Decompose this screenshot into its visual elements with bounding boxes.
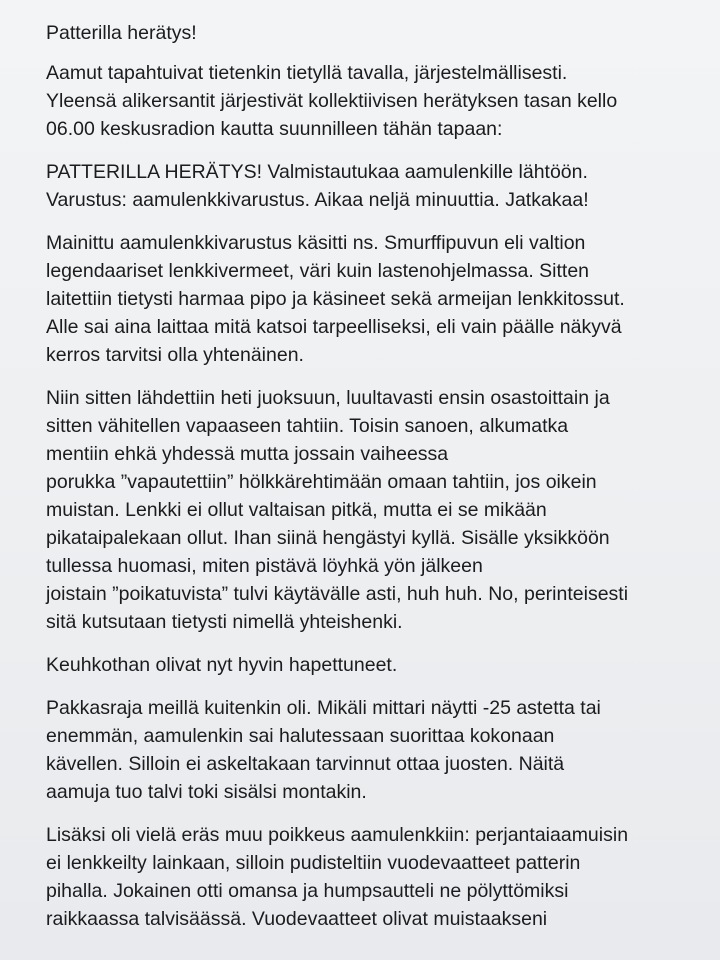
text-line: Pakkasraja meillä kuitenkin oli. Mikäli mittari näytti -25 astetta tai: [46, 697, 601, 719]
text-line: ei lenkkeilty lainkaan, silloin pudisteltiin vuodevaatteet patterin: [46, 852, 581, 874]
paragraph-4: [46, 384, 686, 636]
paragraph-1: [46, 59, 686, 143]
text-line: Mainittu aamulenkkivarustus käsitti ns. Smurffipuvun eli valtion: [46, 232, 586, 254]
paragraph-5: [46, 651, 686, 679]
text-line: muistan. Lenkki ei ollut valtaisan pitkä, mutta ei se mikään: [46, 499, 547, 521]
text-line: Niin sitten lähdettiin heti juoksuun, luultavasti ensin osastoittain ja: [46, 387, 610, 409]
paragraph-7: [46, 821, 686, 933]
document-title: Patterilla herätys!: [46, 22, 197, 44]
text-line: PATTERILLA HERÄTYS! Valmistautukaa aamulenkille lähtöön.: [46, 161, 588, 183]
text-line: kävellen. Silloin ei askeltakaan tarvinnut ottaa juosten. Näitä: [46, 753, 565, 775]
text-line: 06.00 keskusradion kautta suunnilleen tähän tapaan:: [46, 118, 503, 140]
text-line: tullessa huomasi, miten pistävä löyhkä yön jälkeen: [46, 555, 483, 577]
text-line: enemmän, aamulenkin sai halutessaan suorittaa kokonaan: [46, 725, 555, 747]
text-line: aamuja tuo talvi toki sisälsi montakin.: [46, 781, 367, 803]
text-line: sitten vähitellen vapaaseen tahtiin. Toisin sanoen, alkumatka: [46, 415, 569, 437]
text-line: Yleensä alikersantit järjestivät kollektiivisen herätyksen tasan kello: [46, 90, 618, 112]
text-line: joistain ”poikatuvista” tulvi käytävälle asti, huh huh. No, perinteisesti: [46, 583, 629, 605]
text-line: legendaariset lenkkivermeet, väri kuin lastenohjelmassa. Sitten: [46, 260, 590, 282]
paragraph-2: [46, 158, 686, 214]
text-line: raikkaassa talvisäässä. Vuodevaatteet olivat muistaakseni: [46, 908, 548, 930]
text-line: pikataipalekaan ollut. Ihan siinä hengästyi kyllä. Sisälle yksikköön: [46, 527, 610, 549]
paragraph-3: [46, 229, 686, 369]
text-line: Alle sai aina laittaa mitä katsoi tarpeelliseksi, eli vain päälle näkyvä: [46, 316, 622, 338]
text-line: Varustus: aamulenkkivarustus. Aikaa neljä minuuttia. Jatkakaa!: [46, 189, 589, 211]
text-line: mentiin ehkä yhdessä mutta jossain vaiheessa: [46, 443, 449, 465]
paragraph-6: [46, 694, 686, 806]
text-line: sitä kutsutaan tietysti nimellä yhteishenki.: [46, 611, 403, 633]
text-line: Aamut tapahtuivat tietenkin tietyllä tavalla, järjestelmällisesti.: [46, 62, 568, 84]
text-line: kerros tarvitsi olla yhtenäinen.: [46, 344, 304, 366]
text-line: porukka ”vapautettiin” hölkkärehtimään omaan tahtiin, jos oikein: [46, 471, 597, 493]
text-line: Keuhkothan olivat nyt hyvin hapettuneet.: [46, 654, 398, 676]
text-line: Lisäksi oli vielä eräs muu poikkeus aamulenkkiin: perjantaiaamuisin: [46, 824, 629, 846]
text-line: pihalla. Jokainen otti omansa ja humpsautteli ne pölyttömiksi: [46, 880, 569, 902]
text-line: laitettiin tietysti harmaa pipo ja käsineet sekä armeijan lenkkitossut.: [46, 288, 625, 310]
